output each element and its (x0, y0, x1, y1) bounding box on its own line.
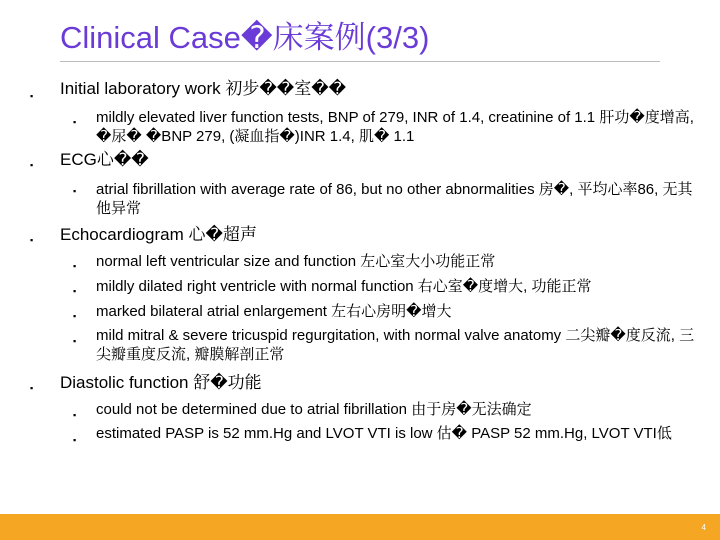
slide-title: Clinical Case�床案例(3/3) (60, 20, 430, 55)
section-heading-echo: Echocardiogram 心�超声 (60, 225, 257, 244)
list-item: mildly dilated right ventricle with normal function 右心室�度增大, 功能正常 (96, 278, 592, 295)
bullet-icon: ▪ (73, 336, 77, 346)
footer-bar (0, 514, 720, 540)
list-item: estimated PASP is 52 mm.Hg and LVOT VTI is low 估� PASP 52 mm.Hg, LVOT VTI低 (96, 425, 672, 442)
bullet-icon: ▪ (73, 435, 77, 445)
section-heading-ecg: ECG心�� (60, 150, 149, 169)
bullet-icon: ▪ (30, 235, 34, 245)
list-item: could not be determined due to atrial fibrillation 由于房�无法确定 (96, 401, 532, 418)
bullet-icon: ▪ (73, 286, 77, 296)
list-item: marked bilateral atrial enlargement 左右心房明�增大 (96, 303, 452, 320)
list-item: mild mitral & severe tricuspid regurgitation, with normal valve anatomy 二尖瓣�度反流, 三尖瓣重度反流, 瓣膜解剖正常 (96, 327, 695, 363)
page-number: 4 (701, 523, 706, 532)
list-item: mildly elevated liver function tests, BNP of 279, INR of 1.4, creatinine of 1.1 肝功�度增高, �尿� �BNP 279, (凝血指�)INR 1.4, 肌� 1.1 (96, 109, 709, 145)
bullet-icon: ▪ (30, 383, 34, 393)
section-heading-lab: Initial laboratory work 初步��室�� (60, 79, 347, 98)
list-item: normal left ventricular size and function 左心室大小功能正常 (96, 253, 496, 270)
bullet-icon: ▪ (73, 410, 77, 420)
bullet-icon: ▪ (30, 160, 34, 170)
bullet-icon: ▪ (73, 261, 77, 271)
bullet-icon: ▪ (73, 117, 77, 127)
title-divider (60, 61, 660, 62)
bullet-icon: ▪ (73, 311, 77, 321)
bullet-icon: ▪ (30, 91, 34, 101)
bullet-icon: ▪ (73, 186, 77, 196)
list-item: atrial fibrillation with average rate of 86, but no other abnormalities 房�, 平均心率86, 无其他异常 (96, 181, 693, 217)
section-heading-diastolic: Diastolic function 舒�功能 (60, 373, 262, 392)
